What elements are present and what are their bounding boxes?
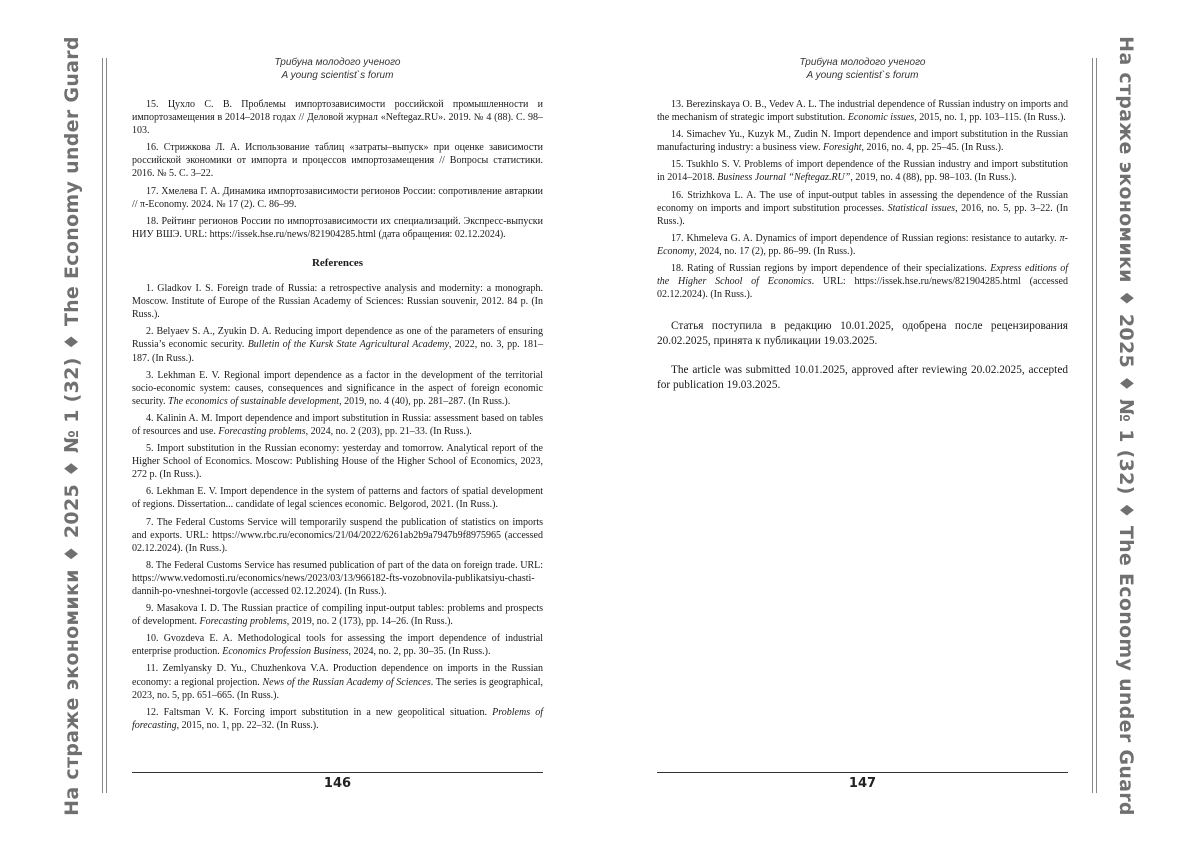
running-head-line-ru: Трибуна молодого ученого [657, 56, 1068, 69]
spine-title-left: На страже экономики ♦ 2025 ♦ № 1 (32) ♦ The Economy under Guard [61, 36, 83, 816]
spine-left [58, 58, 86, 793]
reference-item: 13. Berezinskaya O. B., Vedev A. L. The industrial dependence of Russian industry on imports and the mechanism of strategic import substitution. Economic issues, 2015, no. 1, pp. 103–115. (In Russ.). [657, 98, 1068, 124]
reference-item: 5. Import substitution in the Russian economy: yesterday and tomorrow. Analytical report of the Higher School of Economics. Moscow: Publishing House of the Higher School of Economics, 2023, 272 p. (In Russ.). [132, 442, 543, 481]
footer-rule-right [657, 772, 1068, 773]
right-text-column [657, 98, 1068, 393]
running-head-line-en: A young scientist`s forum [657, 69, 1068, 82]
reference-item: 18. Рейтинг регионов России по импортозависимости их специализаций. Экспресс-выпуски НИУ ВШЭ. URL: https://issek.hse.ru/news/821904285.html (дата обращения: 02.12.2024). [132, 215, 543, 241]
spine-title-right: На страже экономики ♦ 2025 ♦ № 1 (32) ♦ The Economy under Guard [1115, 36, 1137, 816]
page-number-left: 146 [132, 776, 543, 791]
reference-item: 6. Lekhman E. V. Import dependence in the system of patterns and factors of spatial development of regions. Dissertation... candidate of legal sciences economic. Belgorod, 2021. (In Russ.). [132, 485, 543, 511]
reference-item: 15. Цухло С. В. Проблемы импортозависимости российской промышленности и импортозамещения в 2014–2018 годах // Деловой журнал «Neftegaz.RU». 2019. № 4 (88). С. 98–103. [132, 98, 543, 137]
running-head-line-ru: Трибуна молодого ученого [132, 56, 543, 69]
reference-item: 3. Lekhman E. V. Regional import dependence as a factor in the development of the territorial socio-economic system: causes, consequences and significance in the aspect of foreign economic security. The economics of sustainable development, 2019, no. 4 (40), pp. 281–287. (In Russ.). [132, 369, 543, 408]
reference-item: 4. Kalinin A. M. Import dependence and import substitution in Russia: assessment based on tables of resources and use. Forecasting problems, 2024, no. 2 (203), pp. 21–33. (In Russ.). [132, 412, 543, 438]
reference-item: 16. Strizhkova L. A. The use of input-output tables in assessing the dependence of the Russian economy on imports and import substitution processes. Statistical issues, 2016, no. 5, pp. 3–22. (In Russ.). [657, 189, 1068, 228]
ref-list-ru [132, 98, 543, 241]
reference-item: 18. Rating of Russian regions by import dependence of their specializations. Express editions of the Higher School of Economics. URL: https://issek.hse.ru/news/821904285.html (accessed 02.12.2024). (In Russ.). [657, 262, 1068, 301]
reference-item: 14. Simachev Yu., Kuzyk M., Zudin N. Import dependence and import substitution in the Russian manufacturing industry: a business view. Foresight, 2016, no. 4, pp. 25–45. (In Russ.). [657, 128, 1068, 154]
ref-list-en [132, 282, 543, 732]
reference-item: 2. Belyaev S. A., Zyukin D. A. Reducing import dependence as one of the parameters of ensuring Russia’s economic security. Bulletin of the Kursk State Agricultural Academy, 2022, no. 3, pp. 181–187. (In Russ.). [132, 325, 543, 364]
vertical-double-rule-right [1092, 58, 1097, 793]
reference-item: 10. Gvozdeva E. A. Methodological tools for assessing the import dependence of industrial enterprise production. Economics Profession Business, 2024, no. 2, pp. 30–35. (In Russ.). [132, 632, 543, 658]
reference-item: 9. Masakova I. D. The Russian practice of compiling input-output tables: problems and prospects of development. Forecasting problems, 2019, no. 2 (173), pp. 14–26. (In Russ.). [132, 602, 543, 628]
ref-list-en-continued [657, 98, 1068, 301]
reference-item: 11. Zemlyansky D. Yu., Chuzhenkova V.A. Production dependence on imports in the Russian economy: a regional projection. News of the Russian Academy of Sciences. The series is geographical, 2023, no. 5, pp. 651–665. (In Russ.). [132, 662, 543, 701]
running-head-left [132, 56, 543, 82]
footer-rule-left [132, 772, 543, 773]
spine-right [1112, 58, 1140, 793]
running-head-line-en: A young scientist`s forum [132, 69, 543, 82]
page-number-right: 147 [657, 776, 1068, 791]
reference-item: 17. Хмелева Г. А. Динамика импортозависимости регионов России: сопротивление автаркии // π-Economy. 2024. № 17 (2). С. 86–99. [132, 185, 543, 211]
vertical-double-rule-left [102, 58, 107, 793]
reference-item: 15. Tsukhlo S. V. Problems of import dependence of the Russian industry and import substitution in 2014–2018. Business Journal “Neftegaz.RU”, 2019, no. 4 (88), pp. 98–103. (In Russ.). [657, 158, 1068, 184]
running-head-right [657, 56, 1068, 82]
right-page [600, 0, 1200, 849]
left-text-column [132, 98, 543, 736]
references-heading: References [132, 257, 543, 270]
reference-item: 12. Faltsman V. K. Forcing import substitution in a new geopolitical situation. Problems of forecasting, 2015, no. 1, pp. 22–32. (In Russ.). [132, 706, 543, 732]
reference-item: 8. The Federal Customs Service has resumed publication of part of the data on foreign trade. URL: https://www.vedomosti.ru/economics/news/2023/03/13/966182-fts-vozobnovila-publikatsiyu-chasti-dannih-po-vneshnei-torgovle (accessed 02.12.2024). (In Russ.). [132, 559, 543, 598]
submission-dates-en: The article was submitted 10.01.2025, approved after reviewing 20.02.2025, accepted for publication 19.03.2025. [657, 363, 1068, 393]
left-page [0, 0, 600, 849]
reference-item: 7. The Federal Customs Service will temporarily suspend the publication of statistics on imports and exports. URL: https://www.rbc.ru/economics/21/04/2022/6261ab2b9a7947b9f8975965 (accessed 02.12.2024). (In Russ.). [132, 516, 543, 555]
submission-dates-ru: Статья поступила в редакцию 10.01.2025, одобрена после рецензирования 20.02.2025, принята к публикации 19.03.2025. [657, 319, 1068, 349]
reference-item: 1. Gladkov I. S. Foreign trade of Russia: a retrospective analysis and modernity: a monograph. Moscow. Institute of Europe of the Russian Academy of Sciences: Russian souvenir, 2012. 84 p. (In Russ.). [132, 282, 543, 321]
reference-item: 16. Стрижкова Л. А. Использование таблиц «затраты–выпуск» при оценке зависимости российской экономики от импорта и процессов импортозамещения // Вопросы статистики. 2016. № 5. С. 3–22. [132, 141, 543, 180]
reference-item: 17. Khmeleva G. A. Dynamics of import dependence of Russian regions: resistance to autarky. π-Economy, 2024, no. 17 (2), pp. 86–99. (In Russ.). [657, 232, 1068, 258]
